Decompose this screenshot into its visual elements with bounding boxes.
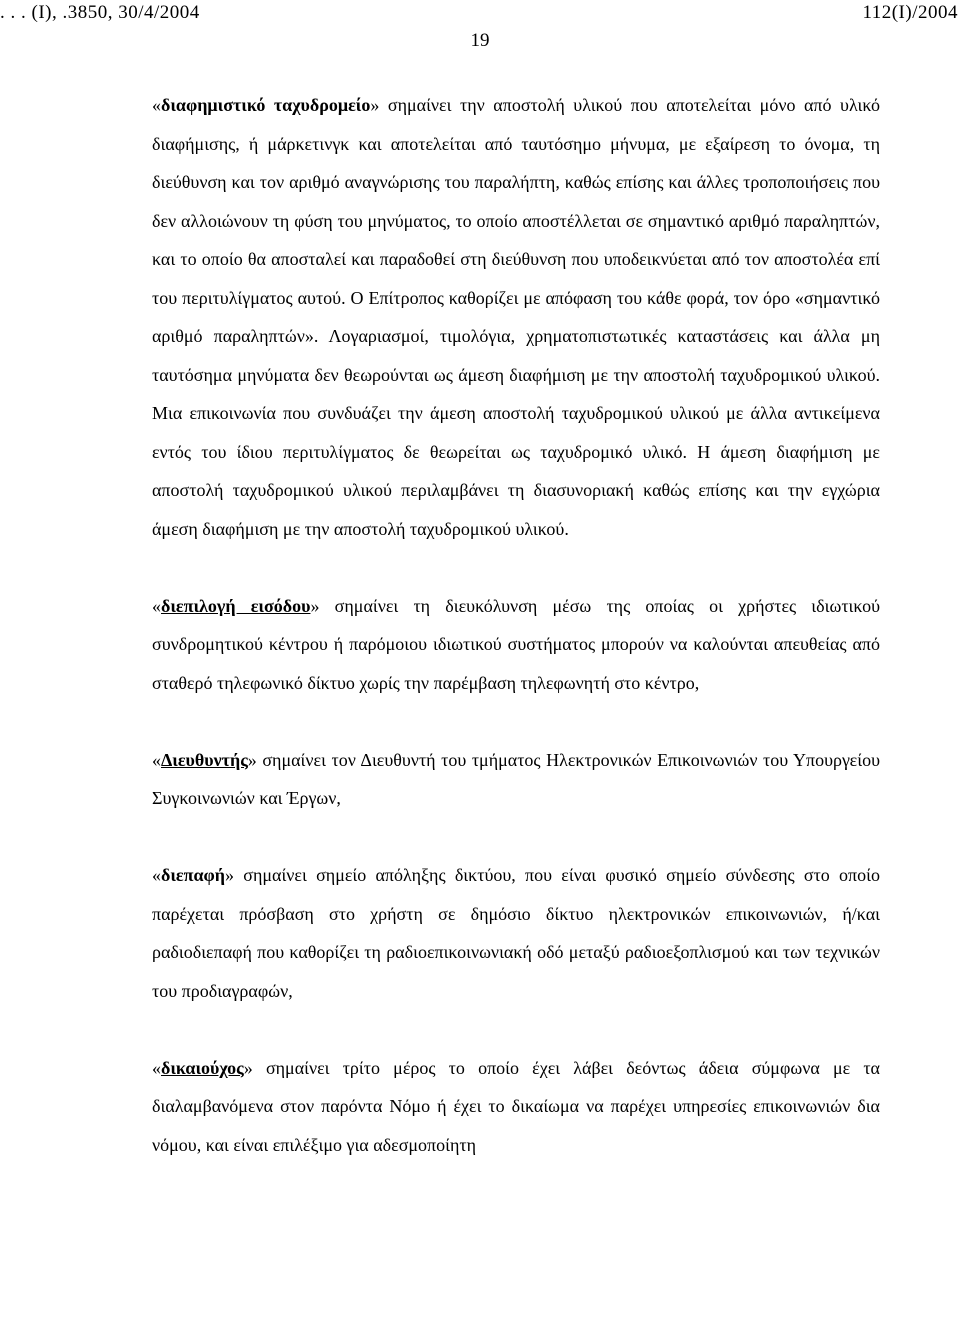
definition-text: σημαίνει την αποστολή υλικού που αποτελείται μόνο από υλικό διαφήμισης, ή μάρκετινγκ και αποτελείται από ταυτόσημο μήνυμα, με εξαίρεση το όνομα, τη διεύθυνση και τον αριθμό αναγνώρισης του παραλήπτη, καθώς επίσης και άλλες τροποποιήσεις που δεν αλλοιώνουν τη φύση του μηνύματος, το οποίο αποστέλλεται σε σημαντικό αριθμό παραληπτών, και το οποίο θα αποσταλεί και παραδοθεί στη διεύθυνση που υποδεικνύεται από τον αποστολέα επί του περιτυλίγματος αυτού. Ο Επίτροπος καθορίζει με απόφαση του κάθε φορά, τον όρο «σημαντικό αριθμό παραληπτών». Λογαριασμοί, τιμολόγια, χρηματοπιστωτικές καταστάσεις και άλλα μη ταυτόσημα μηνύματα δεν θεωρούνται ως άμεση διαφήμιση με την αποστολή ταχυδρομικού υλικού. Μια επικοινωνία που συνδυάζει την άμεση αποστολή ταχυδρομικού υλικού με άλλα αντικείμενα εντός του ίδιου περιτυλίγματος δε θεωρείται ως ταχυδρομικό υλικό. Η άμεση διαφήμιση με αποστολή ταχυδρομικού υλικού περιλαμβάνει τη διασυνοριακή καθώς επίσης και την εγχώρια άμεση διαφήμιση με την αποστολή ταχυδρομικού υλικού. [152, 95, 880, 539]
definition-diepafi [152, 856, 880, 1010]
definition-dikaiouxos [152, 1049, 880, 1165]
definition-text: σημαίνει σημείο απόληξης δικτύου, που είναι φυσικό σημείο σύνδεσης στο οποίο παρέχεται πρόσβαση στο χρήστη σε δημόσιο δίκτυο ηλεκτρονικών επικοινωνιών, ή/και ραδιοδιεπαφή που καθορίζει τη ραδιοεπικοινωνιακή οδό μεταξύ ραδιοεξοπλισμού και των τεχνικών του προδιαγραφών, [152, 865, 880, 1001]
definition-text: σημαίνει τον Διευθυντή του τμήματος Ηλεκτρονικών Επικοινωνιών του Υπουργείου Συγκοινωνιών και Έργων, [152, 749, 880, 808]
definition-diafimistiko-taxydromeio [152, 86, 880, 548]
open-quote: « [152, 595, 161, 616]
definition-term: διαφημιστικό ταχυδρομείο [161, 95, 371, 115]
paragraph-gap [152, 702, 880, 741]
header-left-reference: . . . (Ι), .3850, 30/4/2004 [0, 2, 200, 23]
definition-diefthyntis [152, 741, 880, 818]
paragraph-gap [152, 1010, 880, 1049]
close-quote: » [247, 749, 257, 770]
close-quote: » [370, 95, 380, 115]
definition-term: διεπιλογή εισόδου [161, 595, 311, 616]
open-quote: « [152, 1057, 161, 1078]
close-quote: » [243, 1057, 253, 1078]
document-body [152, 86, 880, 1164]
definition-diepilogi-eisodou [152, 587, 880, 703]
paragraph-gap [152, 548, 880, 587]
paragraph-gap [152, 818, 880, 857]
open-quote: « [152, 865, 161, 885]
definition-term: Διευθυντής [161, 749, 248, 770]
page-number: 19 [470, 30, 490, 51]
header-law-number: 112(Ι)/2004 [862, 2, 958, 23]
definition-term: δικαιούχος [161, 1057, 244, 1078]
close-quote: » [310, 595, 320, 616]
open-quote: « [152, 95, 161, 115]
definition-term: διεπαφή [161, 865, 225, 885]
definition-text: σημαίνει τρίτο μέρος το οποίο έχει λάβει δεόντως άδεια σύμφωνα με τα διαλαμβανόμενα στον παρόντα Νόμο ή έχει το δικαίωμα να παρέχει υπηρεσίες επικοινωνιών δια νόμου, και είναι επιλέξιμο για αδεσμοποίητη [152, 1057, 880, 1155]
definition-text: σημαίνει τη διευκόλυνση μέσω της οποίας οι χρήστες ιδιωτικού συνδρομητικού κέντρου ή παρόμοιου ιδιωτικού συστήματος μπορούν να καλούνται απευθείας από σταθερό τηλεφωνικό δίκτυο χωρίς την παρέμβαση τηλεφωνητή στο κέντρο, [152, 595, 880, 693]
close-quote: » [224, 865, 234, 885]
open-quote: « [152, 749, 161, 770]
